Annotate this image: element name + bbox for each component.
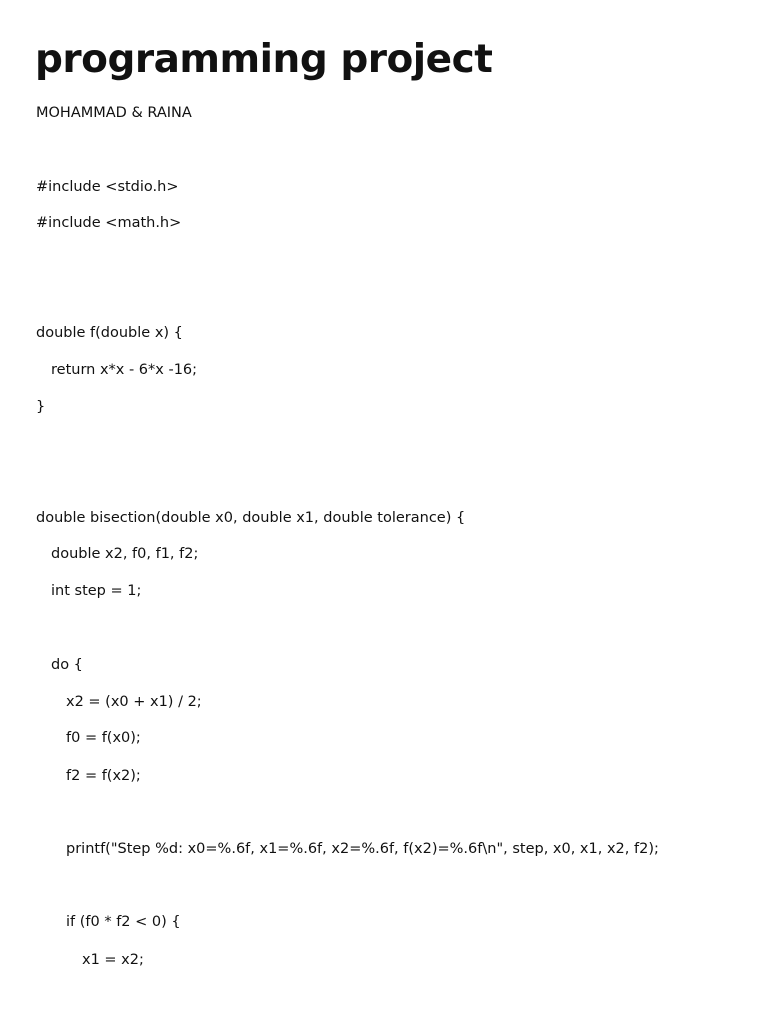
- code-line-if: if (f0 * f2 < 0) {: [66, 914, 181, 930]
- code-line-f0: f0 = f(x0);: [66, 730, 141, 746]
- code-line-step-init: int step = 1;: [51, 583, 142, 599]
- code-line-do: do {: [51, 657, 83, 673]
- document-authors: MOHAMMAD & RAINA: [36, 105, 192, 121]
- code-line-f-close: }: [36, 399, 46, 415]
- document-title: programming project: [35, 37, 493, 82]
- code-line-include-stdio: #include <stdio.h>: [36, 179, 179, 195]
- code-line-assign-x1: x1 = x2;: [82, 952, 144, 968]
- code-line-printf: printf("Step %d: x0=%.6f, x1=%.6f, x2=%.6f, f(x2)=%.6f\n", step, x0, x1, x2, f2);: [66, 841, 659, 857]
- code-line-midpoint: x2 = (x0 + x1) / 2;: [66, 694, 202, 710]
- code-line-f2: f2 = f(x2);: [66, 768, 141, 784]
- code-line-bisection-signature: double bisection(double x0, double x1, double tolerance) {: [36, 510, 466, 526]
- code-line-f-signature: double f(double x) {: [36, 325, 183, 341]
- code-line-f-return: return x*x - 6*x -16;: [51, 362, 198, 378]
- code-line-declarations: double x2, f0, f1, f2;: [51, 546, 199, 562]
- code-line-include-math: #include <math.h>: [36, 215, 182, 231]
